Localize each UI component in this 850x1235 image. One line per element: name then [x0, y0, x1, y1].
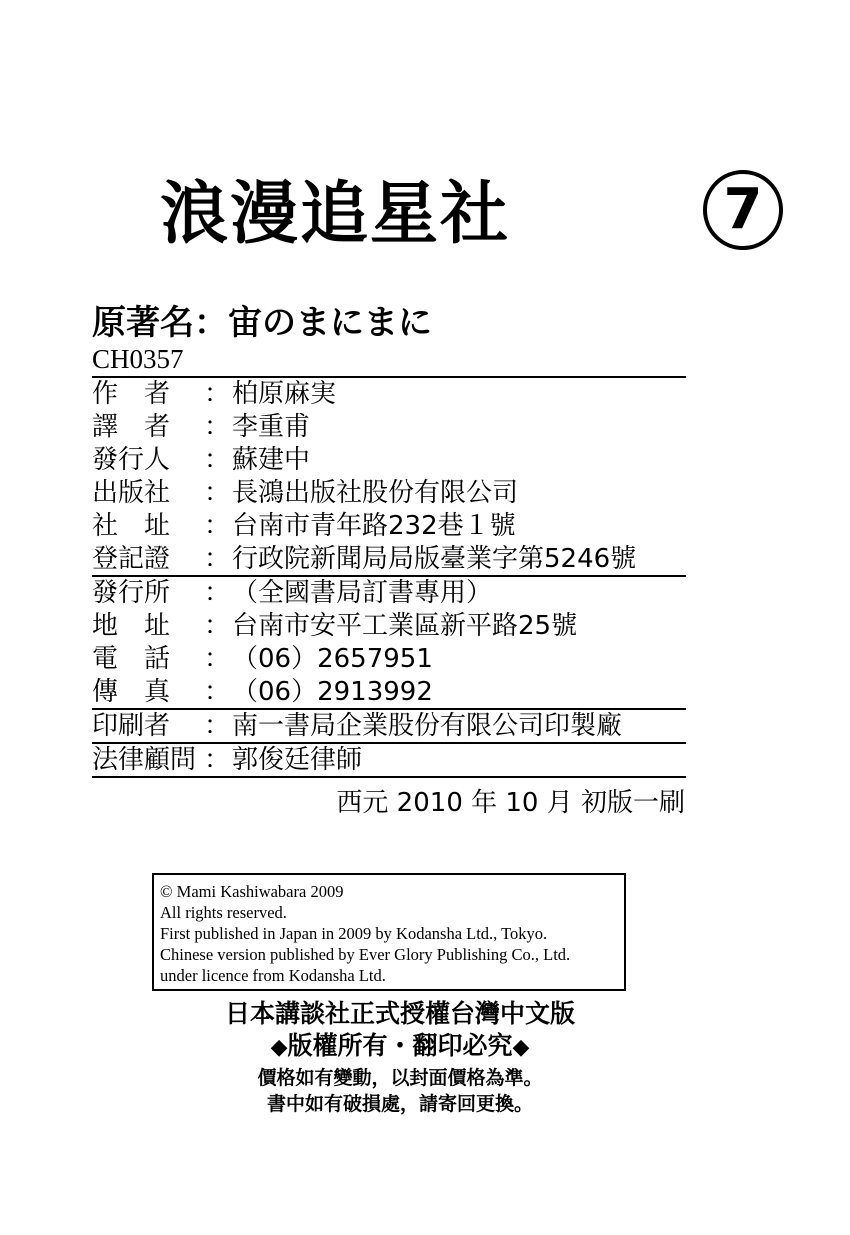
credit-value: 郭俊廷律師: [232, 745, 363, 775]
copyright-box: [152, 873, 626, 991]
volume-number: 7: [703, 170, 783, 250]
copyright-line: © Mami Kashiwabara 2009: [160, 882, 344, 901]
credit-row: 出版社 ： 長鴻出版社股份有限公司: [92, 478, 519, 508]
license-statement: 日本講談社正式授權台灣中文版: [224, 999, 575, 1028]
credit-row: 法律顧問 ： 郭俊廷律師: [92, 744, 686, 778]
credit-value: 南一書局企業股份有限公司印製廠: [232, 711, 623, 741]
credit-label: 傳 真: [92, 677, 171, 707]
credit-value: （06）2657951: [232, 644, 433, 674]
rights-notice: [0, 1030, 800, 1064]
credit-row: 譯 者 ： 李重甫: [92, 412, 311, 442]
rights-text: 版權所有・翻印必究: [287, 1031, 513, 1060]
credit-row: 登記證 ： 行政院新聞局局版臺業字第5246號: [92, 543, 686, 577]
damage-notice: 書中如有破損處，請寄回更換。: [266, 1093, 533, 1115]
price-notice: 價格如有變動，以封面價格為準。: [257, 1067, 543, 1089]
credit-label: 發行所: [92, 578, 171, 608]
credit-value: 李重甫: [232, 412, 311, 442]
credit-value: 柏原麻実: [232, 379, 337, 409]
diamond-icon: ◆: [270, 1035, 288, 1060]
edition-date: 西元 2010 年 10 月 初版一刷: [336, 788, 685, 818]
credit-label: 社 址: [92, 511, 171, 541]
credit-label: 發行人: [92, 445, 171, 475]
copyright-line: Chinese version published by Ever Glory Publishing Co., Ltd.: [160, 945, 571, 964]
credit-label: 登記證: [92, 544, 171, 574]
credit-row: 發行人 ： 蘇建中: [92, 445, 311, 475]
credit-value: 長鴻出版社股份有限公司: [232, 478, 519, 508]
credit-value: （全國書局訂書專用）: [232, 578, 493, 608]
original-title: 原著名：宙のまにまに: [92, 303, 432, 343]
credit-label: 電 話: [92, 644, 171, 674]
credits-list: [92, 378, 686, 778]
credit-label: 作 者: [92, 379, 171, 409]
credit-label: 印刷者: [92, 711, 171, 741]
credit-label: 譯 者: [92, 412, 171, 442]
credit-label: 出版社: [92, 478, 171, 508]
catalog-code: CH0357: [92, 344, 184, 374]
credit-value: 台南市青年路232巷１號: [232, 511, 516, 541]
credit-label: 地 址: [92, 611, 171, 641]
copyright-line: under licence from Kodansha Ltd.: [160, 966, 386, 985]
credit-row: 印刷者 ： 南一書局企業股份有限公司印製廠: [92, 710, 686, 744]
book-title: 浪漫追星社: [160, 175, 511, 254]
copyright-line: All rights reserved.: [160, 903, 287, 922]
credit-row: 作 者 ： 柏原麻実: [92, 379, 337, 409]
credit-row: 傳 真 ： （06）2913992: [92, 676, 686, 710]
credit-row: 電 話 ： （06）2657951: [92, 644, 433, 674]
credit-value: 蘇建中: [232, 445, 311, 475]
credit-row: 發行所 ： （全國書局訂書專用）: [92, 578, 493, 608]
copyright-line: First published in Japan in 2009 by Kodansha Ltd., Tokyo.: [160, 924, 548, 943]
credit-value: 行政院新聞局局版臺業字第5246號: [232, 544, 637, 574]
credit-value: （06）2913992: [232, 677, 433, 707]
diamond-icon: ◆: [512, 1035, 530, 1060]
credit-row: 地 址 ： 台南市安平工業區新平路25號: [92, 611, 578, 641]
credit-value: 台南市安平工業區新平路25號: [232, 611, 578, 641]
book-title-block: [160, 170, 763, 260]
credit-label: 法律顧問: [92, 745, 197, 775]
credit-row: 社 址 ： 台南市青年路232巷１號: [92, 511, 516, 541]
